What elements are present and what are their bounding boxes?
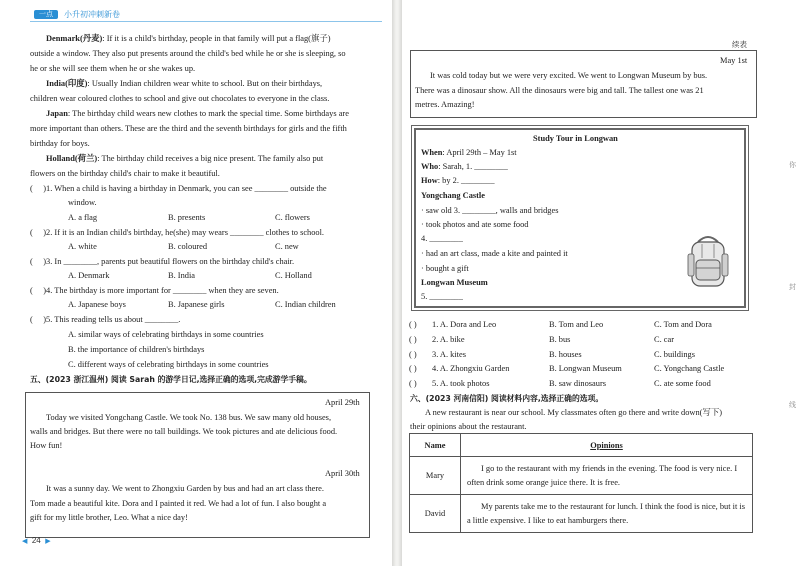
diary-3-line-2: There was a dinosaur show. All the dinosaurs were big and tall. The tallest one was 21 xyxy=(415,86,704,95)
q2-option-c[interactable]: C. new xyxy=(275,242,299,251)
table-header-name: Name xyxy=(410,434,461,457)
answer-paren[interactable]: ( ) xyxy=(409,379,417,389)
answer-paren[interactable]: ( ) xyxy=(409,349,417,359)
q2-option-a[interactable]: A. white xyxy=(68,242,97,251)
table-header-opinions: Opinions xyxy=(461,434,753,457)
tour-who: Who: Sarah, 1. ________ xyxy=(421,162,508,171)
header-title: 小升初冲刺新卷 xyxy=(64,10,120,19)
diary-1-line-2: walls and bridges. But there were no tall buildings. We took pictures and ate delicious food. xyxy=(30,427,338,436)
table-cell-opinion: My parents take me to the restaurant for lunch. I think the food is nice, but it is a little expensive. I like to eat hamburgers there. xyxy=(461,495,753,533)
denmark-line-2: outside a window. They also put presents around the child's bed while he or she is sleeping, so xyxy=(30,49,346,58)
tour-garden-item-1: · had an art class, made a kite and painted it xyxy=(421,249,568,258)
japan-line-3: birthday for boys. xyxy=(30,139,90,148)
backpack-icon xyxy=(684,234,732,290)
q1-option-c[interactable]: C. flowers xyxy=(275,213,310,222)
page-number: ◀ 24 ▶ xyxy=(22,536,51,545)
tour-title: Study Tour in Longwan xyxy=(533,134,618,143)
question-4-stem: ( )4. The birthday is more important for ________ when they are seven. xyxy=(30,286,279,295)
q4-option-c[interactable]: C. Indian children xyxy=(275,300,336,309)
question-3-stem: ( )3. In ________, parents put beautiful flowers on the birthday child's chair. xyxy=(30,257,295,266)
question-2-stem: ( )2. If it is an Indian child's birthday, he(she) may wears ________ clothes to school. xyxy=(30,228,325,237)
answer-option-b[interactable]: B. houses xyxy=(549,349,582,359)
answer-option-a[interactable]: 3. A. kites xyxy=(432,349,466,359)
diary-1-line-3: How fun! xyxy=(30,441,63,450)
answer-option-a[interactable]: 2. A. bike xyxy=(432,334,465,344)
section-6-intro-1: A new restaurant is near our school. My classmates often go there and write down(写下) xyxy=(425,408,722,417)
tour-blank-4: 4. ________ xyxy=(421,234,463,243)
tour-castle-item-2: · took photos and ate some food xyxy=(421,220,529,229)
table-header-row xyxy=(410,434,753,457)
question-1-stem-cont: window. xyxy=(68,198,97,207)
tour-blank-5: 5. ________ xyxy=(421,292,463,301)
tour-garden-item-2: · bought a gift xyxy=(421,264,469,273)
diary-date-1: April 29th xyxy=(325,398,360,407)
prev-page-icon[interactable]: ◀ xyxy=(22,538,28,545)
continued-label: 续表 xyxy=(732,40,747,49)
next-page-icon[interactable]: ▶ xyxy=(45,538,51,545)
answer-option-a[interactable]: 4. A. Zhongxiu Garden xyxy=(432,364,510,374)
q2-option-b[interactable]: B. coloured xyxy=(168,242,208,251)
header-divider xyxy=(30,21,382,22)
diary-2-line-2: Tom made a beautiful kite. Dora and I painted it red. We had a lot of fun. I also bought a xyxy=(30,499,327,508)
opinions-table xyxy=(409,433,753,533)
side-mark-1: 你 xyxy=(789,161,796,169)
diary-date-3: May 1st xyxy=(720,56,748,65)
q3-option-b[interactable]: B. India xyxy=(168,271,195,280)
japan-line-1: Japan: The birthday child wears new clothes to mark the special time. Some birthdays are xyxy=(46,109,349,118)
diary-2-line-1: It was a sunny day. We went to Zhongxiu Garden by bus and had an art class there. xyxy=(46,484,324,493)
answer-option-a[interactable]: 5. A. took photos xyxy=(432,379,490,389)
japan-line-2: more important than others. These are the third and the seventh birthdays for girls and the fifth xyxy=(30,124,347,133)
diary-2-line-3: gift for my little brother, Leo. What a nice day! xyxy=(30,513,188,522)
q5-option-c[interactable]: C. different ways of celebrating birthdays in some countries xyxy=(68,360,269,369)
india-line-1: India(印度): Usually Indian children wear white to school. But on their birthdays, xyxy=(46,79,323,88)
q1-option-a[interactable]: A. a flag xyxy=(68,213,98,222)
answer-option-c[interactable]: C. buildings xyxy=(654,349,695,359)
tour-castle: Yongchang Castle xyxy=(421,191,485,200)
answer-paren[interactable]: ( ) xyxy=(409,320,417,329)
answer-option-b[interactable]: B. Tom and Leo xyxy=(549,320,604,329)
q5-option-a[interactable]: A. similar ways of celebrating birthdays in some countries xyxy=(68,330,264,339)
q4-option-a[interactable]: A. Japanese boys xyxy=(68,300,126,309)
denmark-line-3: he or she will see them when he or she wakes up. xyxy=(30,64,196,73)
section-5-heading: 五、(2023 浙江温州) 阅读 Sarah 的游学日记,选择正确的选项,完成游学手稿。 xyxy=(30,375,312,384)
answer-option-b[interactable]: B. Longwan Museum xyxy=(549,364,622,374)
header-tag: 一点 xyxy=(34,10,58,19)
section-6-heading: 六、(2023 河南信阳) 阅读材料内容,选择正确的选项。 xyxy=(410,394,604,403)
side-mark-2: 封 xyxy=(789,283,796,291)
answer-paren[interactable]: ( ) xyxy=(409,334,417,344)
answer-option-b[interactable]: B. saw dinosaurs xyxy=(549,379,606,389)
q3-option-c[interactable]: C. Holland xyxy=(275,271,312,280)
diary-date-2: April 30th xyxy=(325,469,360,478)
table-row xyxy=(410,457,753,495)
answer-paren[interactable]: ( ) xyxy=(409,364,417,374)
table-cell-opinion: I go to the restaurant with my friends in the evening. The food is very nice. I often drink some orange juice there. It is free. xyxy=(461,457,753,495)
table-cell-name: Mary xyxy=(410,457,461,495)
india-line-2: children wear coloured clothes to school and give out chocolates to everyone in the class. xyxy=(30,94,330,103)
table-row xyxy=(410,495,753,533)
tour-when: When: April 29th – May 1st xyxy=(421,148,517,157)
answer-option-c[interactable]: C. ate some food xyxy=(654,379,711,389)
q5-option-b[interactable]: B. the importance of children's birthdays xyxy=(68,345,205,354)
book-gutter xyxy=(392,0,402,566)
holland-line-2: flowers on the birthday child's chair to make it beautiful. xyxy=(30,169,220,178)
q1-option-b[interactable]: B. presents xyxy=(168,213,206,222)
answer-option-a[interactable]: 1. A. Dora and Leo xyxy=(432,320,497,329)
answer-option-b[interactable]: B. bus xyxy=(549,334,571,344)
question-1-stem: ( )1. When a child is having a birthday in Denmark, you can see ________ outside the xyxy=(30,184,327,193)
denmark-line-1: Denmark(丹麦): If it is a child's birthday, people in that family will put a flag(旗子) xyxy=(46,34,331,43)
table-cell-name: David xyxy=(410,495,461,533)
section-6-intro-2: their opinions about the restaurant. xyxy=(410,422,527,431)
q4-option-b[interactable]: B. Japanese girls xyxy=(168,300,225,309)
q3-option-a[interactable]: A. Denmark xyxy=(68,271,110,280)
tour-how: How: by 2. ________ xyxy=(421,176,495,185)
left-page xyxy=(0,0,392,566)
answer-option-c[interactable]: C. Tom and Dora xyxy=(654,320,712,329)
answer-option-c[interactable]: C. car xyxy=(654,334,674,344)
diary-3-line-3: metres. Amazing! xyxy=(415,100,475,109)
answer-option-c[interactable]: C. Yongchang Castle xyxy=(654,364,725,374)
tour-castle-item-1: · saw old 3. ________, walls and bridges xyxy=(421,206,559,215)
diary-1-line-1: Today we visited Yongchang Castle. We took No. 138 bus. We saw many old houses, xyxy=(46,413,332,422)
diary-3-line-1: It was cold today but we were very excited. We went to Longwan Museum by bus. xyxy=(430,71,708,80)
tour-museum: Longwan Museum xyxy=(421,278,488,287)
side-mark-3: 线 xyxy=(789,401,796,409)
question-5-stem: ( )5. This reading tells us about ________. xyxy=(30,315,181,324)
holland-line-1: Holland(荷兰): The birthday child receives a big nice present. The family also put xyxy=(46,154,324,163)
